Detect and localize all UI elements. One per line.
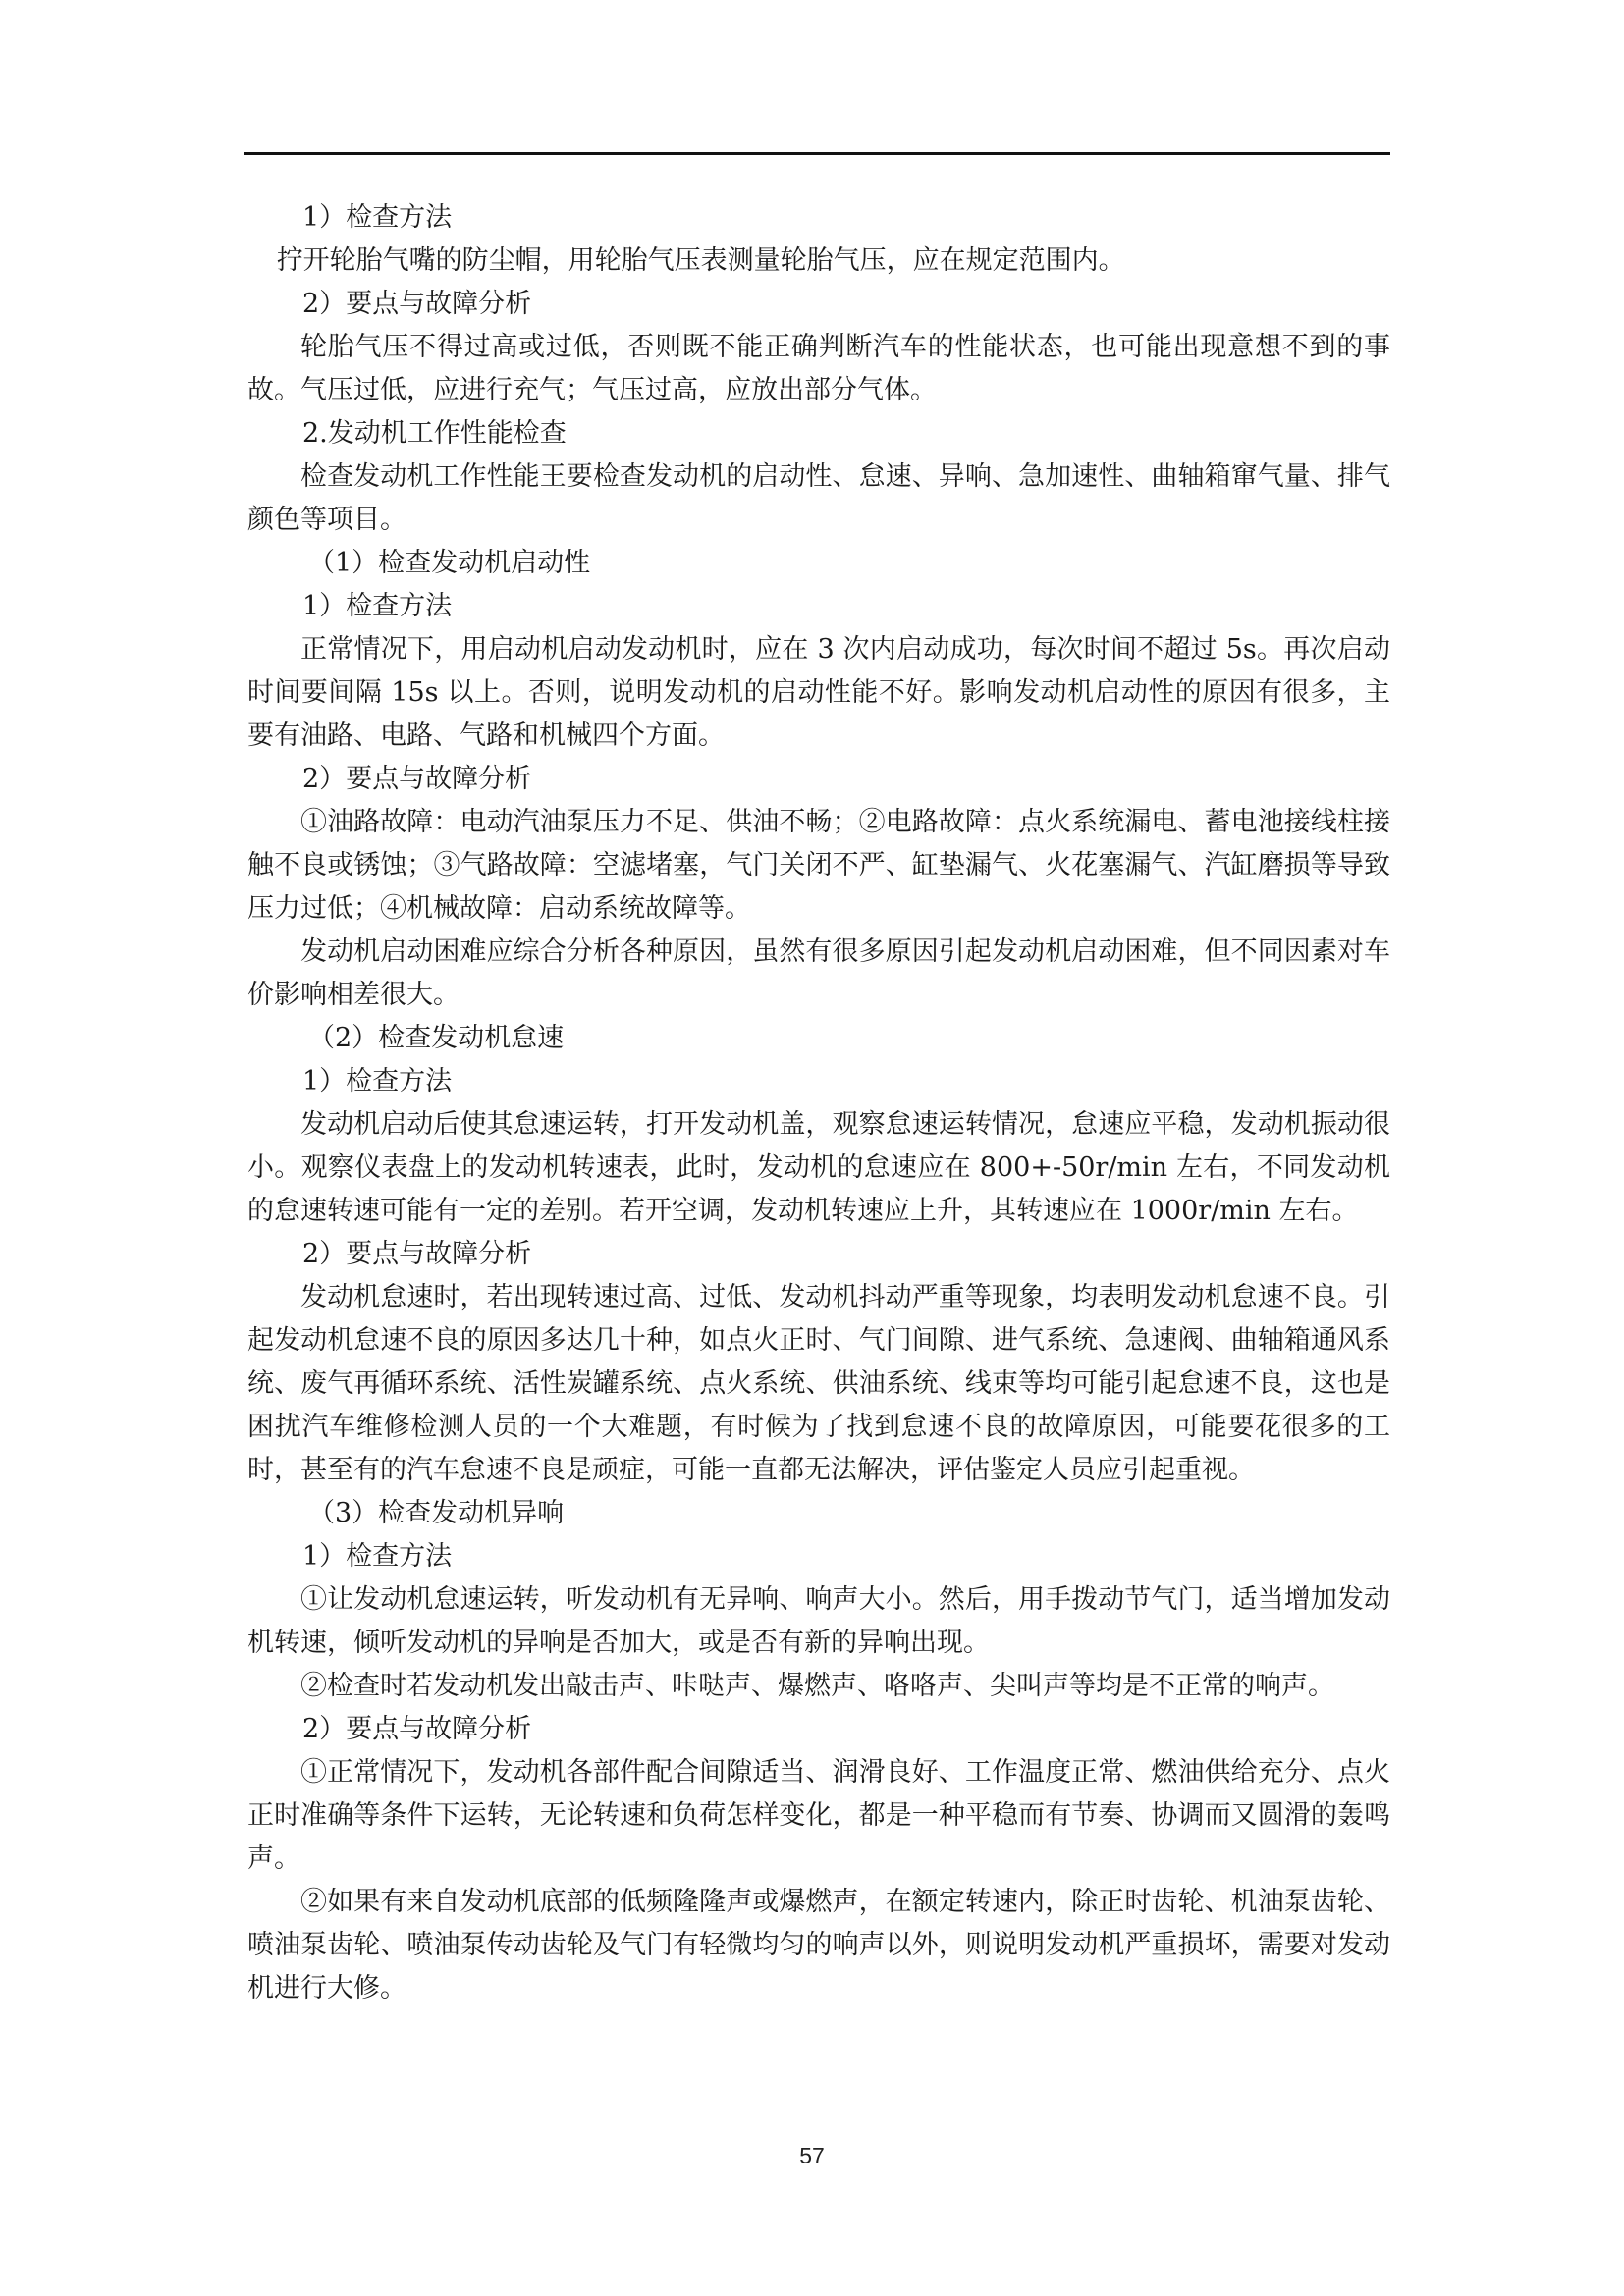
paragraph: ②检查时若发动机发出敲击声、咔哒声、爆燃声、咯咯声、尖叫声等均是不正常的响声。: [300, 1671, 1334, 1701]
paragraph: 发动机启动困难应综合分析各种原因，虽然有很多原因引起发动机启动困难，但不同因素对车价影响相差很大。: [247, 936, 1390, 1010]
header-rule: [244, 152, 1390, 155]
paragraph: 拧开轮胎气嘴的防尘帽，用轮胎气压表测量轮胎气压，应在规定范围内。: [276, 245, 1125, 276]
paragraph: 轮胎气压不得过高或过低，否则既不能正确判断汽车的性能状态，也可能出现意想不到的事故。气压过低，应进行充气；气压过高，应放出部分气体。: [247, 332, 1390, 405]
paragraph: 发动机启动后使其怠速运转，打开发动机盖，观察怠速运转情况，怠速应平稳，发动机振动很小。观察仪表盘上的发动机转速表，此时，发动机的怠速应在 800+-50r/min 左右，不同发动机的怠速转速可能有一定的差别。若开空调，发动机转速应上升，其转速应在 1000r/min 左右。: [247, 1109, 1390, 1226]
step-heading: 2）要点与故障分析: [302, 289, 532, 319]
subsection-heading: （1）检查发动机启动性: [308, 548, 591, 578]
paragraph: 发动机怠速时，若出现转速过高、过低、发动机抖动严重等现象，均表明发动机怠速不良。引起发动机怠速不良的原因多达几十种，如点火正时、气门间隙、进气系统、急速阀、曲轴箱通风系统、废气再循环系统、活性炭罐系统、点火系统、供油系统、线束等均可能引起怠速不良，这也是困扰汽车维修检测人员的一个大难题，有时候为了找到怠速不良的故障原因，可能要花很多的工时，甚至有的汽车怠速不良是顽症，可能一直都无法解决，评估鉴定人员应引起重视。: [247, 1282, 1390, 1485]
step-heading: 2）要点与故障分析: [302, 764, 532, 794]
paragraph: 正常情况下，用启动机启动发动机时，应在 3 次内启动成功，每次时间不超过 5s。再次启动时间要间隔 15s 以上。否则，说明发动机的启动性能不好。影响发动机启动性的原因有很多，主要有油路、电路、气路和机械四个方面。: [247, 634, 1390, 751]
step-heading: 1）检查方法: [302, 1066, 453, 1096]
paragraph: ①油路故障：电动汽油泵压力不足、供油不畅；②电路故障：点火系统漏电、蓄电池接线柱接触不良或锈蚀；③气路故障：空滤堵塞，气门关闭不严、缸垫漏气、火花塞漏气、汽缸磨损等导致压力过低；④机械故障：启动系统故障等。: [247, 807, 1390, 924]
page-body: [247, 196, 1390, 2010]
paragraph: 检查发动机工作性能王要检查发动机的启动性、怠速、异响、急加速性、曲轴箱窜气量、排气颜色等项目。: [247, 461, 1390, 535]
subsection-heading: （2）检查发动机怠速: [308, 1023, 565, 1053]
paragraph: ①正常情况下，发动机各部件配合间隙适当、润滑良好、工作温度正常、燃油供给充分、点火正时准确等条件下运转，无论转速和负荷怎样变化，都是一种平稳而有节奏、协调而又圆滑的轰鸣声。: [247, 1757, 1390, 1874]
step-heading: 1）检查方法: [302, 202, 453, 233]
step-heading: 1）检查方法: [302, 1541, 453, 1572]
step-heading: 1）检查方法: [302, 591, 453, 621]
step-heading: 2）要点与故障分析: [302, 1714, 532, 1744]
page-number: 57: [799, 2143, 825, 2168]
paragraph: ①让发动机怠速运转，听发动机有无异响、响声大小。然后，用手拨动节气门，适当增加发动机转速，倾听发动机的异响是否加大，或是否有新的异响出现。: [247, 1584, 1390, 1658]
subsection-heading: （3）检查发动机异响: [308, 1498, 565, 1528]
step-heading: 2）要点与故障分析: [302, 1239, 532, 1269]
section-heading: 2.发动机工作性能检查: [302, 418, 567, 449]
paragraph: ②如果有来自发动机底部的低频隆隆声或爆燃声，在额定转速内，除正时齿轮、机油泵齿轮、喷油泵齿轮、喷油泵传动齿轮及气门有轻微均匀的响声以外，则说明发动机严重损坏，需要对发动机进行大修。: [247, 1887, 1390, 2003]
